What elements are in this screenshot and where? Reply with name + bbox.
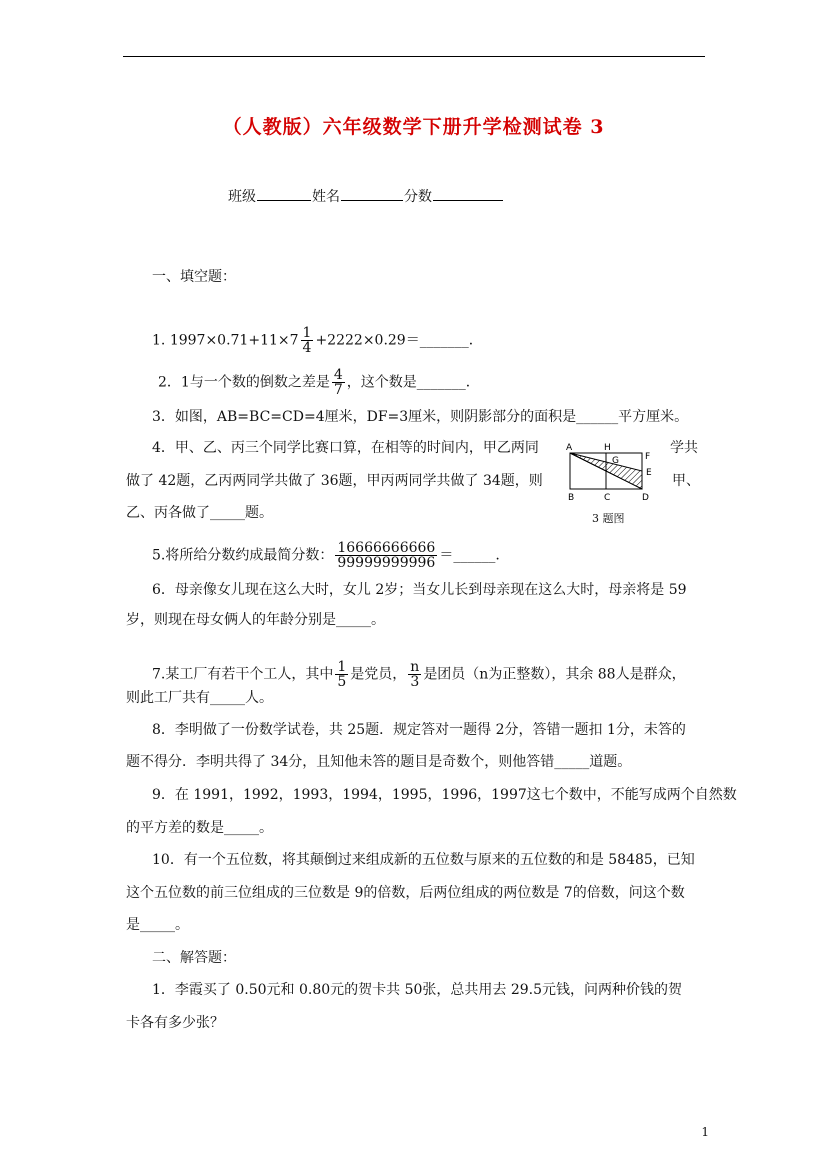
question-4-line-2: 做了 42题，乙丙两同学共做了 36题，甲丙两同学共做了 34题，则 bbox=[126, 473, 543, 489]
question-4-line-3: 乙、丙各做了_____题。 bbox=[126, 505, 273, 521]
student-info-line bbox=[228, 186, 504, 206]
question-4-line-1-end: 学共 bbox=[670, 440, 698, 456]
fraction: $\frac{n}{3}$ bbox=[410, 659, 420, 690]
answer-question-1-line-2: 卡各有多少张？ bbox=[126, 1015, 224, 1031]
fraction: $\frac{16666666666}{99999999996}$ bbox=[337, 540, 436, 571]
question-9-line-1: 9．在 1991，1992，1993，1994，1995，1996，1997这七个数中，不能写成两个自然数 bbox=[152, 787, 737, 803]
score-blank[interactable] bbox=[433, 199, 503, 201]
question-9-line-2: 的平方差的数是_____。 bbox=[126, 820, 273, 836]
question-8-line-2: 题不得分．李明共得了 34分，且知他未答的题目是奇数个，则他答错_____道题。 bbox=[126, 754, 632, 770]
question-5: 5.将所给分数约成最简分数： $\frac{16666666666}{99999999996}$ ＝______. bbox=[152, 540, 500, 571]
question-4-line-1: 4．甲、乙、丙三个同学比赛口算，在相等的时间内，甲乙两同 bbox=[152, 440, 539, 456]
name-label: 姓名 bbox=[312, 189, 340, 205]
question-6-line-2: 岁，则现在母女俩人的年龄分别是_____。 bbox=[126, 612, 385, 628]
question-6-line-1: 6．母亲像女儿现在这么大时，女儿 2岁；当女儿长到母亲现在这么大时，母亲将是 59 bbox=[152, 582, 687, 598]
label-H: H bbox=[604, 443, 611, 453]
name-blank[interactable] bbox=[341, 199, 403, 201]
question-8-line-1: 8．李明做了一份数学试卷，共 25题．规定答对一题得 2分，答错一题扣 1分，未答的 bbox=[152, 722, 686, 738]
fraction: $\frac{1}{4}$ bbox=[302, 325, 312, 356]
fraction: $\frac{1}{5}$ bbox=[337, 659, 347, 690]
question-7-line-2: 则此工厂共有_____人。 bbox=[126, 690, 273, 706]
geometry-figure bbox=[562, 441, 662, 507]
label-G: G bbox=[612, 456, 619, 466]
label-E: E bbox=[646, 468, 652, 478]
section-solve: 二、解答题： bbox=[152, 950, 236, 966]
question-3: 3．如图，AB=BC=CD=4厘米，DF=3厘米，则阴影部分的面积是______平方厘米。 bbox=[152, 409, 689, 425]
label-A: A bbox=[566, 443, 573, 453]
question-10-line-2: 这个五位数的前三位组成的三位数是 9的倍数，后两位组成的两位数是 7的倍数，问这个数 bbox=[126, 885, 685, 901]
question-10-line-3: 是_____。 bbox=[126, 917, 189, 933]
label-D: D bbox=[642, 493, 649, 503]
question-1: 1. 1997×0.71+11×7 $\frac{1}{4}$ +2222×0.29＝_______． bbox=[152, 325, 483, 356]
figure-caption: 3 题图 bbox=[592, 512, 625, 525]
section-fill-in: 一、填空题： bbox=[152, 269, 236, 285]
page-title: （人教版）六年级数学下册升学检测试卷 3 bbox=[222, 116, 605, 138]
class-blank[interactable] bbox=[257, 199, 311, 201]
question-4-line-2-end: 甲、 bbox=[672, 473, 700, 489]
question-7: 7.某工厂有若干个工人，其中 $\frac{1}{5}$ 是党员， $\frac{n}{3}$ 是团员（n为正整数），其余 88人是群众， bbox=[152, 659, 686, 690]
fraction: $\frac{4}{7}$ bbox=[333, 367, 343, 398]
score-label: 分数 bbox=[404, 189, 432, 205]
class-label: 班级 bbox=[228, 189, 256, 205]
label-F: F bbox=[645, 452, 651, 462]
page-number: 1 bbox=[701, 1125, 709, 1139]
header-rule bbox=[123, 56, 705, 57]
label-C: C bbox=[604, 493, 611, 503]
answer-question-1-line-1: 1．李霞买了 0.50元和 0.80元的贺卡共 50张，总共用去 29.5元钱，问两种价钱的贺 bbox=[152, 982, 683, 998]
question-2: 2．1与一个数的倒数之差是 $\frac{4}{7}$ ，这个数是_______． bbox=[158, 367, 480, 398]
question-10-line-1: 10．有一个五位数，将其颠倒过来组成新的五位数与原来的五位数的和是 58485，已知 bbox=[152, 852, 695, 868]
label-B: B bbox=[568, 493, 575, 503]
